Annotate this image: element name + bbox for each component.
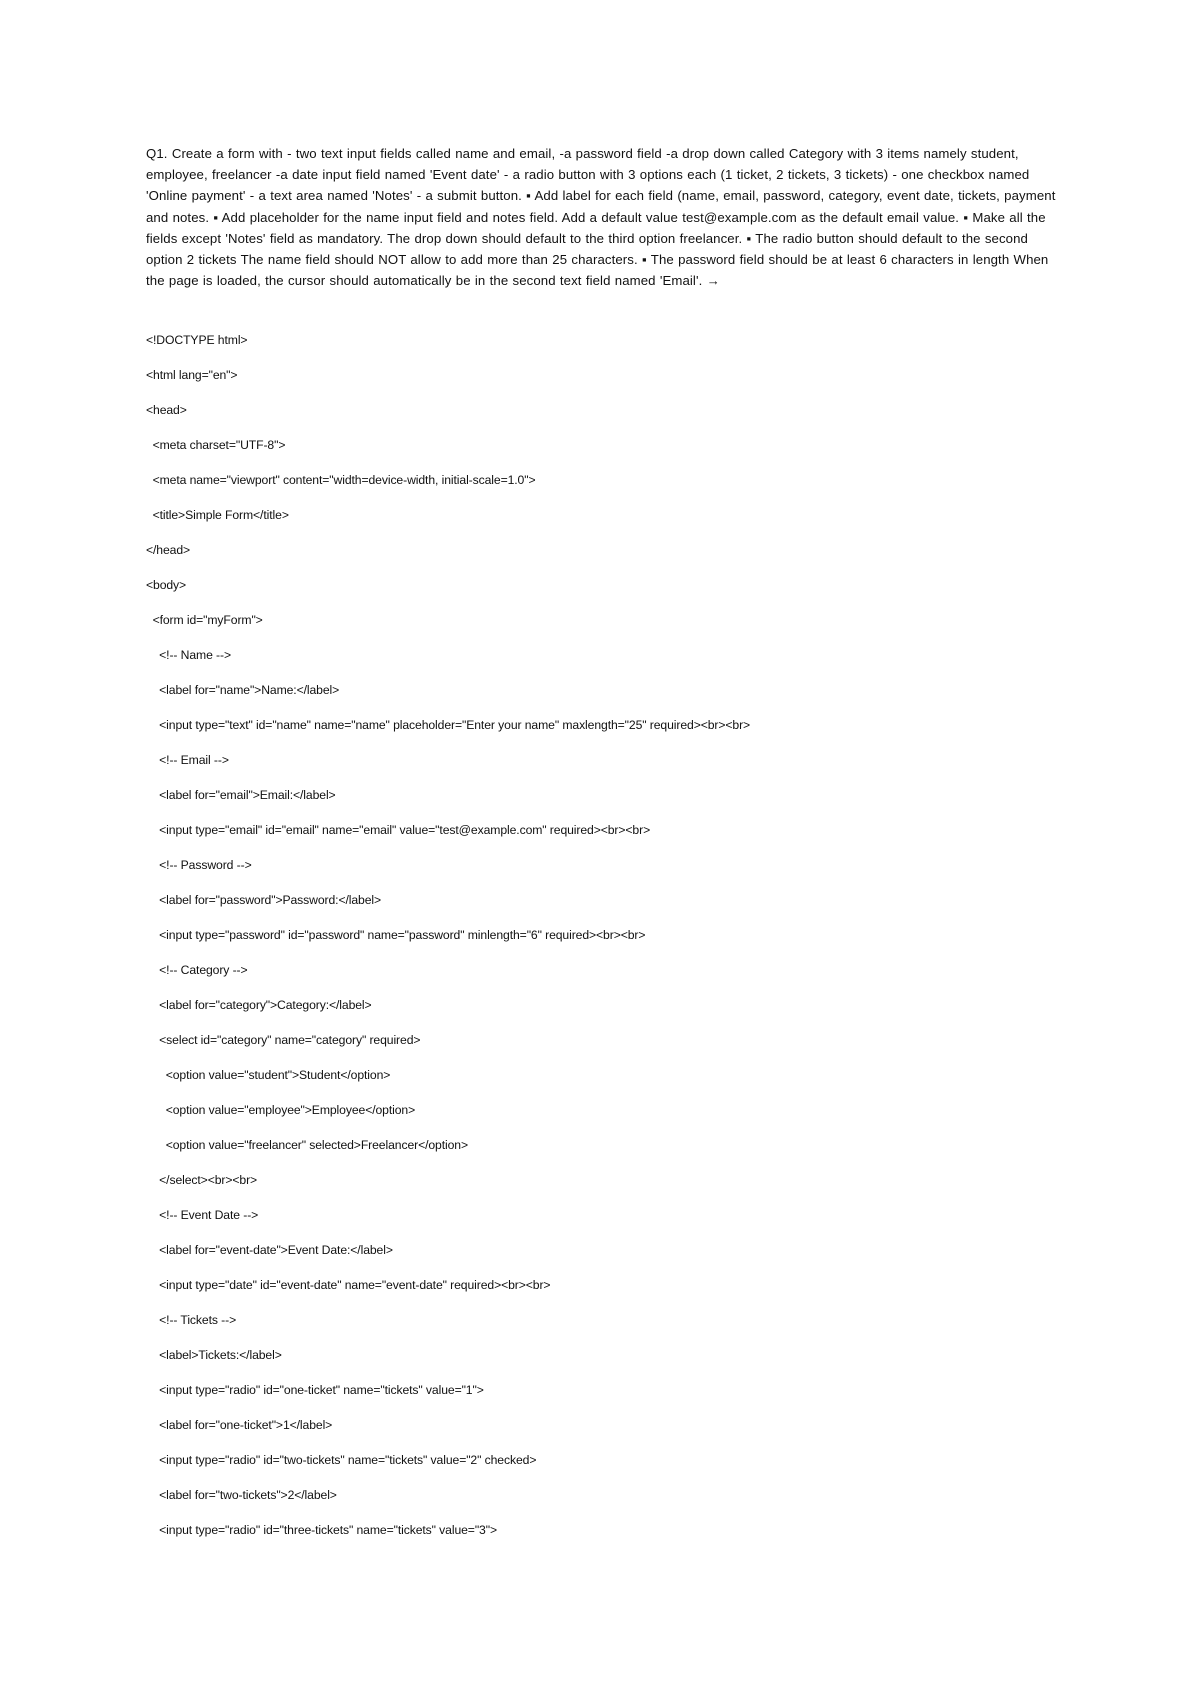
code-line: <label for="one-ticket">1</label> (146, 1418, 333, 1432)
code-line: <option value="student">Student</option> (146, 1068, 391, 1082)
code-line: <input type="radio" id="one-ticket" name="tickets" value="1"> (146, 1383, 484, 1397)
code-line: <form id="myForm"> (146, 613, 263, 627)
code-line: <input type="text" id="name" name="name" placeholder="Enter your name" maxlength="25" required><br><br> (146, 718, 751, 732)
code-line: <html lang="en"> (146, 368, 238, 382)
code-line: <label>Tickets:</label> (146, 1348, 282, 1362)
code-line: <!-- Password --> (146, 858, 252, 872)
code-line: <label for="two-tickets">2</label> (146, 1488, 337, 1502)
code-line: <input type="radio" id="two-tickets" name="tickets" value="2" checked> (146, 1453, 537, 1467)
code-line: <!-- Name --> (146, 648, 231, 662)
code-line: <meta charset="UTF-8"> (146, 438, 286, 452)
code-line: <input type="date" id="event-date" name="event-date" required><br><br> (146, 1278, 551, 1292)
code-line: <body> (146, 578, 187, 592)
code-line: <input type="email" id="email" name="email" value="test@example.com" required><br><br> (146, 823, 651, 837)
code-line: <!-- Tickets --> (146, 1313, 237, 1327)
code-line: <option value="employee">Employee</option> (146, 1103, 416, 1117)
code-line: <!-- Email --> (146, 753, 229, 767)
code-line: <label for="category">Category:</label> (146, 998, 372, 1012)
question-text: Q1. Create a form with - two text input fields called name and email, -a password field -a drop down called Category with 3 items namely student, employee, freelancer -a date input field named 'Event date' - a radio button with 3 options each (1 ticket, 2 tickets, 3 tickets) - one checkbox named 'Online payment' - a text area named 'Notes' - a submit button. ▪ Add label for each field (name, email, password, category, event date, tickets, payment and notes. ▪ Add placeholder for the name input field and notes field. Add a default value test@example.com as the default email value. ▪ Make all the fields except 'Notes' field as mandatory. The drop down should default to the third option freelancer. ▪ The radio button should default to the second option 2 tickets The name field should NOT allow to add more than 25 characters. ▪ The password field should be at least 6 characters in length When the page is loaded, the cursor should automatically be in the second text field named 'Email'. → (146, 146, 1056, 289)
code-line: <head> (146, 403, 187, 417)
code-line: <title>Simple Form</title> (146, 508, 289, 522)
code-line: <input type="password" id="password" name="password" minlength="6" required><br><br> (146, 928, 646, 942)
code-line: <input type="radio" id="three-tickets" name="tickets" value="3"> (146, 1523, 497, 1537)
code-line: <label for="password">Password:</label> (146, 893, 382, 907)
code-line: </select><br><br> (146, 1173, 258, 1187)
code-line: <option value="freelancer" selected>Freelancer</option> (146, 1138, 469, 1152)
code-line: <label for="event-date">Event Date:</label> (146, 1243, 393, 1257)
code-line: <!DOCTYPE html> (146, 333, 248, 347)
code-line: <label for="name">Name:</label> (146, 683, 340, 697)
code-line: <!-- Event Date --> (146, 1208, 259, 1222)
code-line: <label for="email">Email:</label> (146, 788, 336, 802)
code-line: <!-- Category --> (146, 963, 248, 977)
code-line: <select id="category" name="category" required> (146, 1033, 421, 1047)
code-line: </head> (146, 543, 191, 557)
code-line: <meta name="viewport" content="width=device-width, initial-scale=1.0"> (146, 473, 536, 487)
